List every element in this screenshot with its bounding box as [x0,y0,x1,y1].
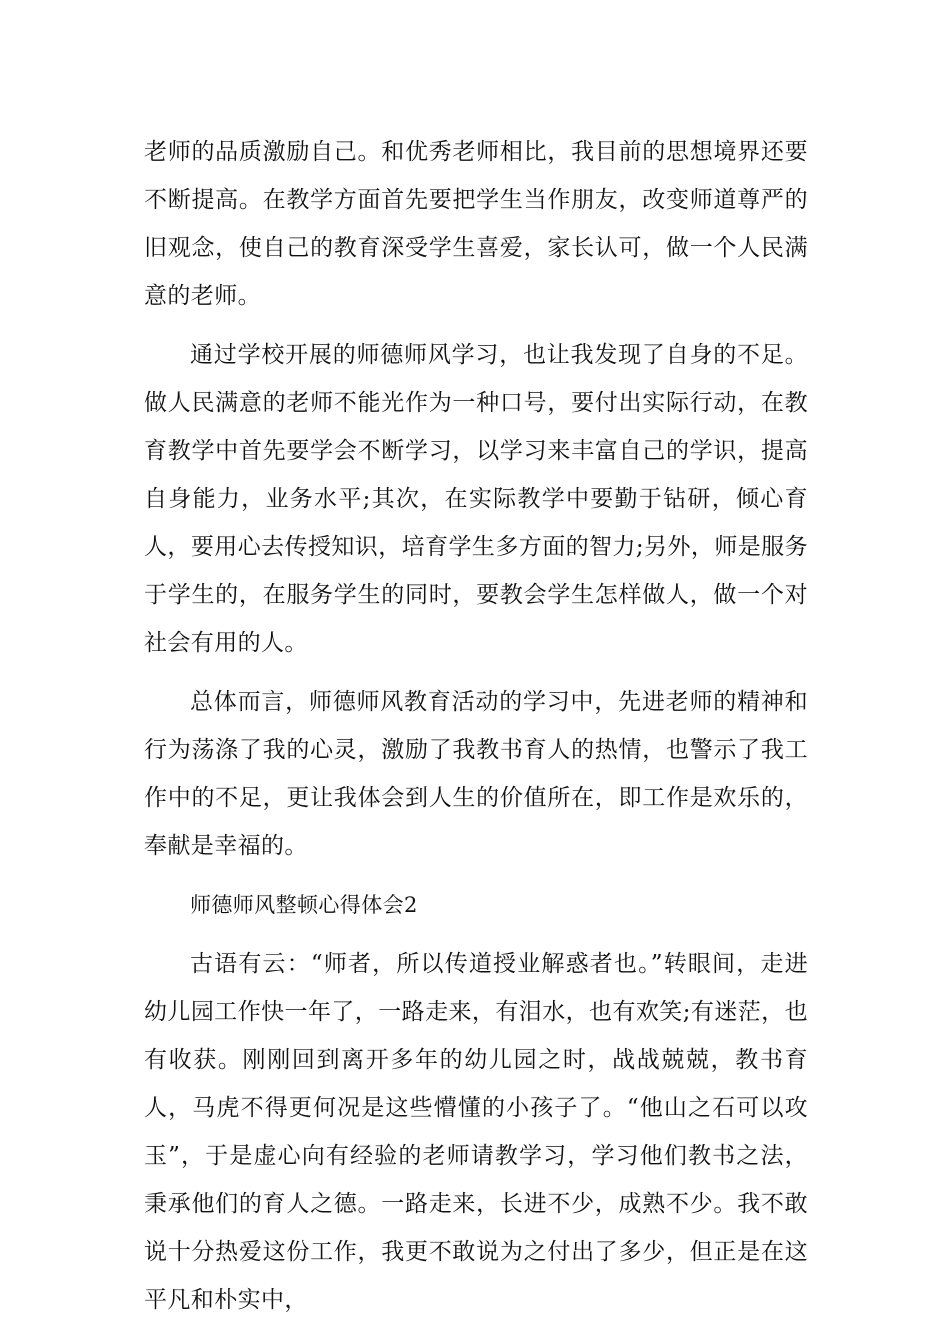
paragraph-section-2: 古语有云：“师者，所以传道授业解惑者也。”转眼间，走进幼儿园工作快一年了，一路走来，有泪水，也有欢笑;有迷茫，也有收获。刚刚回到离开多年的幼儿园之时，战战兢兢，教书育人，马虎不得更何况是这些懵懂的小孩子了。“他山之石可以攻玉”，于是虚心向有经验的老师请教学习，学习他们教书之法，秉承他们的育人之德。一路走来，长进不少，成熟不少。我不敢说十分热爱这份工作，我更不敢说为之付出了多少，但正是在这平凡和朴实中， [144,951,808,1313]
paragraph-self-reflection: 通过学校开展的师德师风学习，也让我发现了自身的不足。做人民满意的老师不能光作为一种口号，要付出实际行动，在教育教学中首先要学会不断学习，以学习来丰富自己的学识，提高自身能力，业务水平;其次，在实际教学中要勤于钻研，倾心育人，要用心去传授知识，培育学生多方面的智力;另外，师是服务于学生的，在服务学生的同时，要教会学生怎样做人，做一个对社会有用的人。 [144,342,808,656]
section-heading: 师德师风整顿心得体会2 [190,893,418,917]
document-body [144,128,808,1335]
paragraph-summary: 总体而言，师德师风教育活动的学习中，先进老师的精神和行为荡涤了我的心灵，激励了我教书育人的热情，也警示了我工作中的不足，更让我体会到人生的价值所在，即工作是欢乐的，奉献是幸福的。 [144,689,808,859]
paragraph-continued: 老师的品质激励自己。和优秀老师相比，我目前的思想境界还要不断提高。在教学方面首先要把学生当作朋友，改变师道尊严的旧观念，使自己的教育深受学生喜爱，家长认可，做一个人民满意的老师。 [144,139,808,309]
